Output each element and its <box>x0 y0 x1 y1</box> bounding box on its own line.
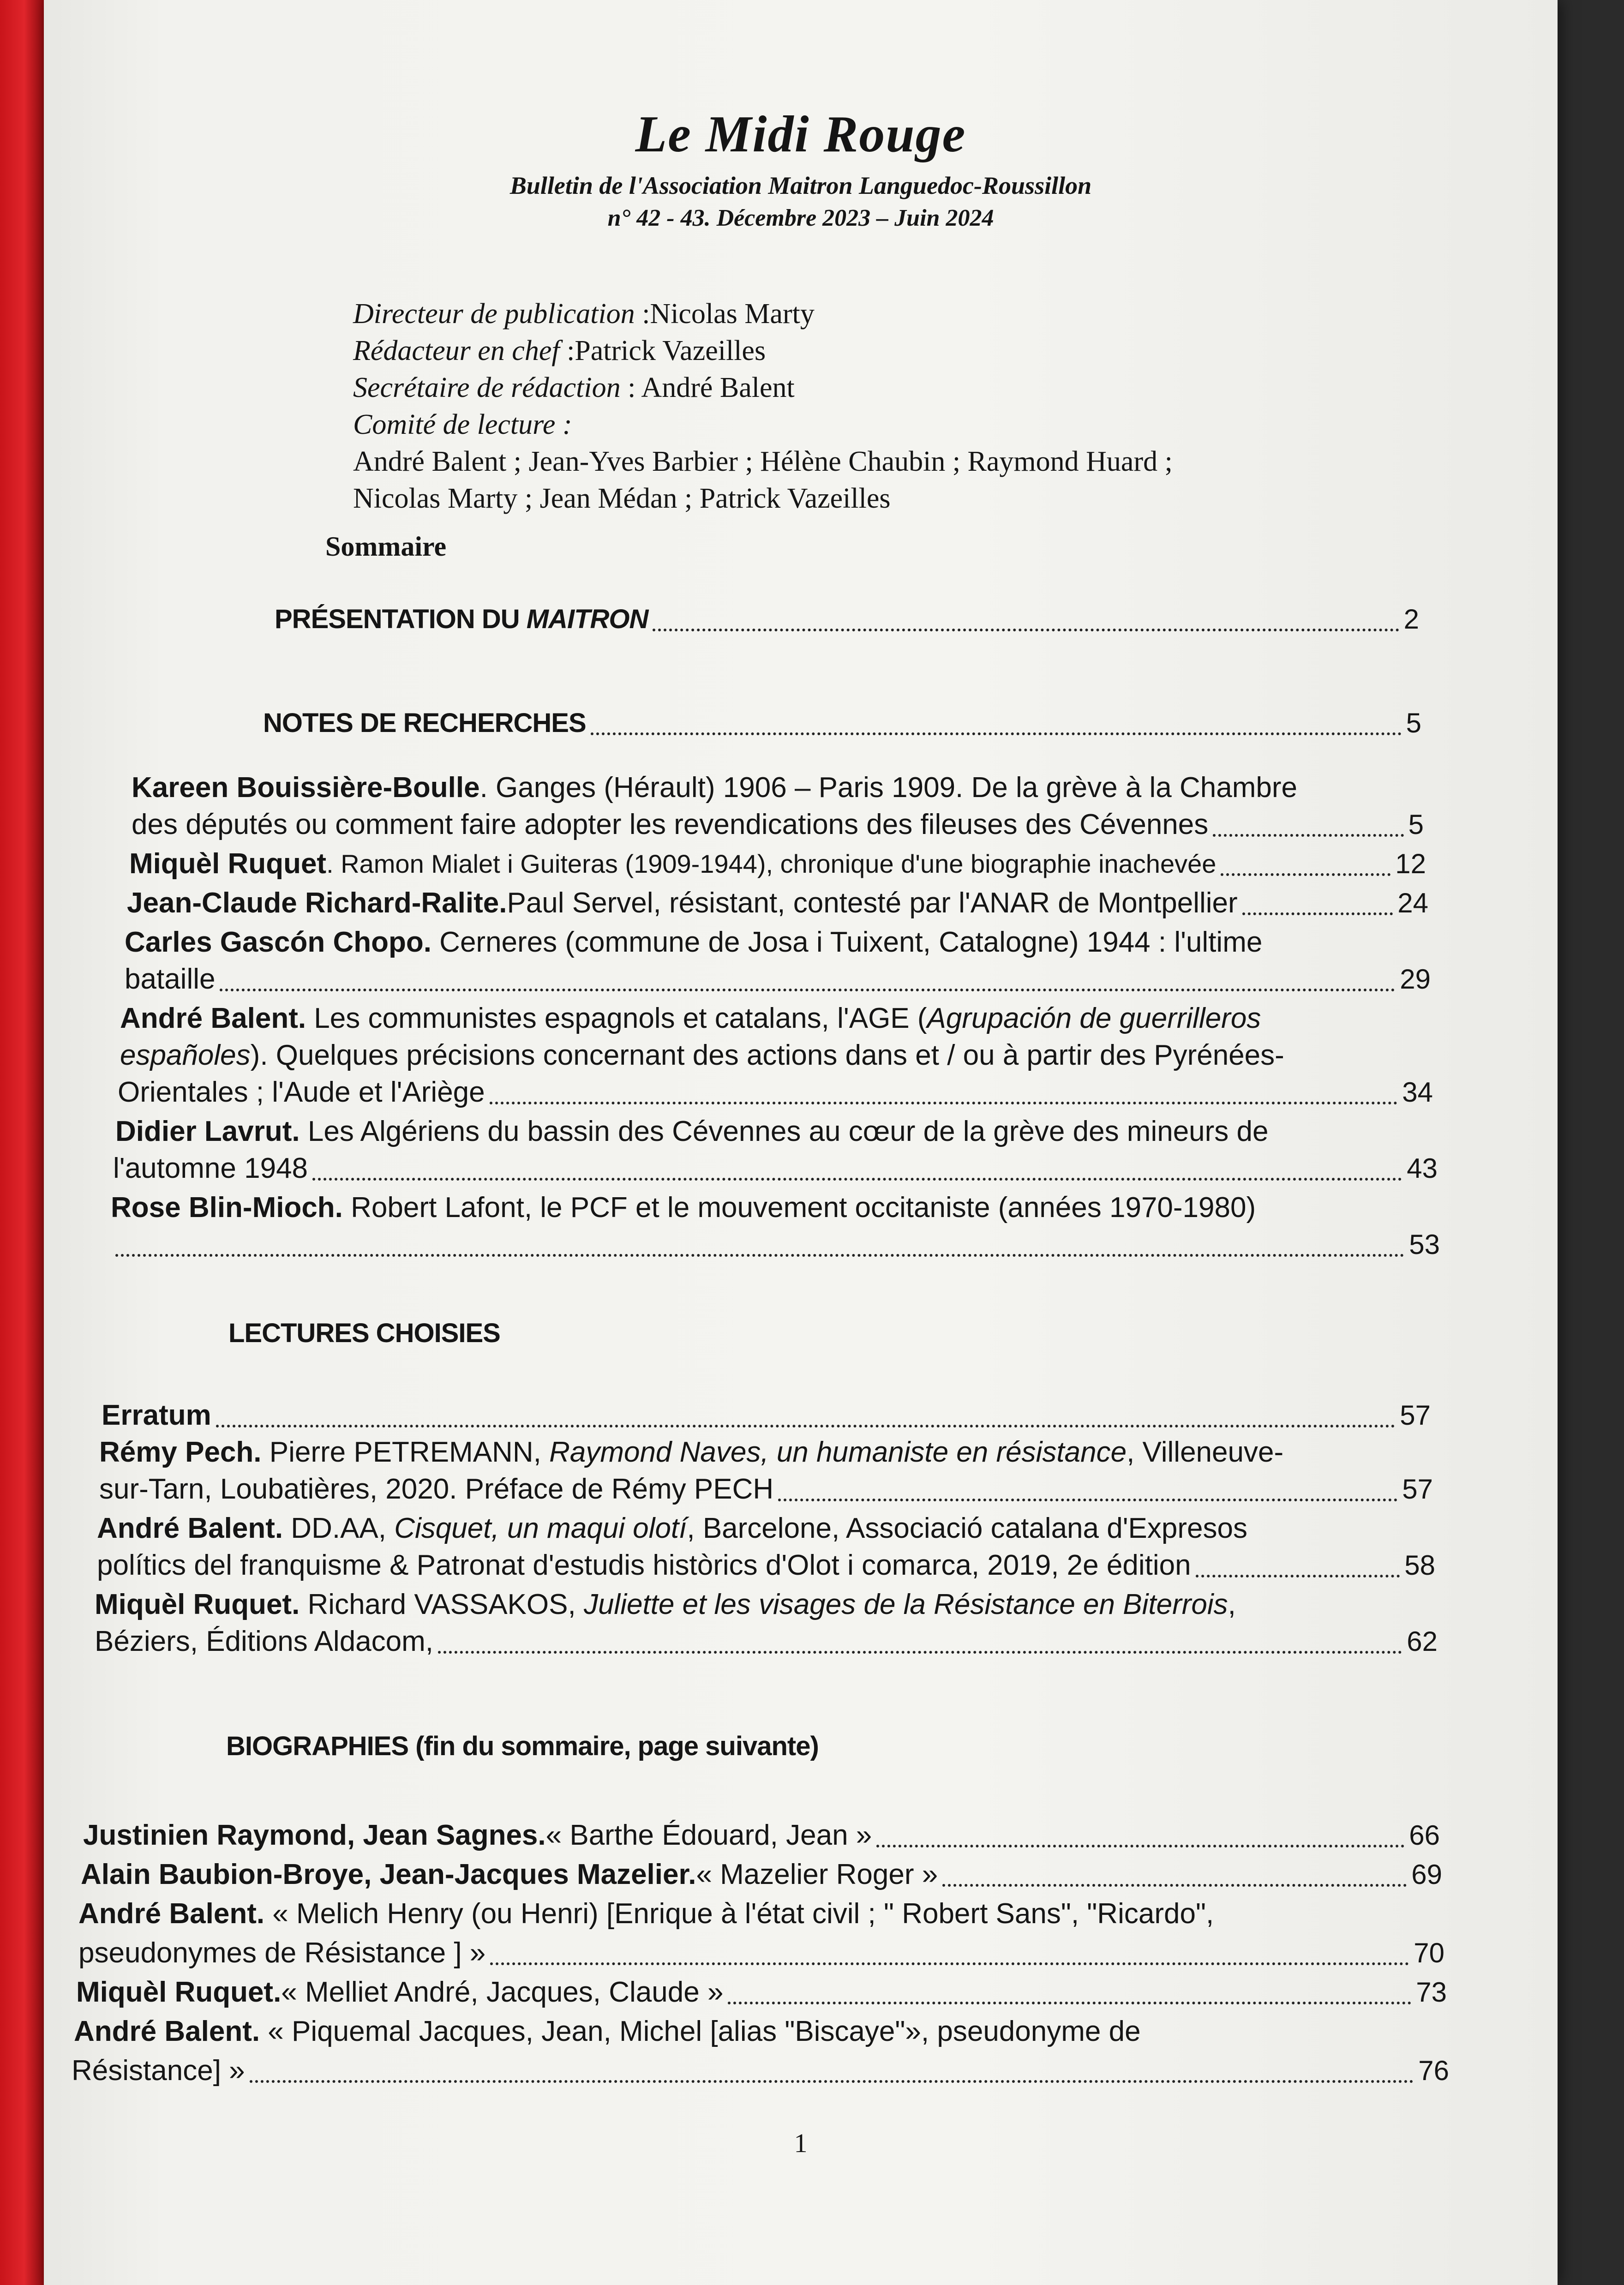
toc-entry[interactable] <box>111 1188 1256 1227</box>
toc-entry[interactable] <box>115 1112 1269 1151</box>
role-label: Secrétaire de rédaction <box>353 372 621 403</box>
entry-title-italic: Agrupación de guerrilleros <box>927 1002 1261 1034</box>
entry-title: « Melich Henry (ou Henri) [Enrique à l'état civil ; " Robert Sans", "Ricardo", <box>264 1898 1214 1930</box>
toc-entry-cont[interactable] <box>78 1934 1444 1973</box>
section-heading: BIOGRAPHIES (fin du sommaire, page suivante) <box>226 1731 819 1761</box>
page-ref: 57 <box>1400 1400 1431 1431</box>
page-ref: 69 <box>1411 1859 1442 1890</box>
dot-leader <box>778 1498 1397 1501</box>
entry-title: « Barthe Édouard, Jean » <box>545 1819 872 1851</box>
issue-line: n° 42 - 43. Décembre 2023 – Juin 2024 <box>607 205 994 232</box>
toc-notes-heading[interactable] <box>263 704 1421 743</box>
entry-title: , Villeneuve- <box>1127 1436 1284 1468</box>
entry-title-italic: Juliette et les visages de la Résistance en Biterrois <box>583 1589 1228 1620</box>
dot-leader <box>1221 873 1390 876</box>
dot-leader <box>115 1253 1404 1257</box>
credit-value: :Nicolas Marty <box>635 298 815 330</box>
dot-leader <box>490 1101 1398 1104</box>
toc-entry[interactable] <box>81 1855 1442 1894</box>
page-ref: 62 <box>1407 1626 1438 1657</box>
dot-leader <box>1196 1574 1400 1577</box>
entry-title: des députés ou comment faire adopter les revendications des fileuses des Cévennes <box>132 809 1209 840</box>
page-ref: 12 <box>1395 848 1426 879</box>
entry-title: Richard VASSAKOS, <box>300 1589 584 1620</box>
entry-title: . Ganges (Hérault) 1906 – Paris 1909. De la grève à la Chambre <box>479 772 1297 804</box>
bulletin-title: Le Midi Rouge <box>635 106 966 163</box>
toc-entry-cont[interactable] <box>118 1073 1433 1112</box>
page-ref: 66 <box>1409 1820 1440 1851</box>
toc-entry[interactable] <box>76 1973 1447 2012</box>
toc-entry-cont[interactable] <box>132 805 1424 844</box>
credit-director <box>353 295 1438 332</box>
entry-title: l'automne 1948 <box>113 1152 308 1184</box>
section-heading: PRÉSENTATION DU <box>275 604 527 634</box>
entry-author: Rose Blin-Mioch. <box>111 1192 343 1223</box>
committee-line: Nicolas Marty ; Jean Médan ; Patrick Vazeilles <box>353 483 891 514</box>
credit-value: :Patrick Vazeilles <box>559 335 766 366</box>
entry-author: Kareen Bouissière-Boulle <box>132 772 480 804</box>
entry-title: . Ramon Mialet i Guiteras (1909-1944), chronique d'une biographie inachevée <box>326 849 1217 878</box>
page-ref: 24 <box>1397 888 1428 918</box>
toc-presentation[interactable] <box>275 600 1419 639</box>
entry-title: « Mazelier Roger » <box>696 1859 938 1890</box>
toc-entry[interactable] <box>102 1396 1431 1435</box>
entry-title: Paul Servel, résistant, contesté par l'ANAR de Montpellier <box>507 887 1238 919</box>
section-heading: LECTURES CHOISIES <box>228 1318 500 1348</box>
credit-value: : André Balent <box>620 372 795 403</box>
dot-leader <box>216 1424 1396 1427</box>
page-ref: 5 <box>1406 708 1421 738</box>
bulletin-subtitle: Bulletin de l'Association Maitron Languedoc-Roussillon <box>509 172 1092 200</box>
page-number: 1 <box>794 2128 808 2158</box>
toc-entry[interactable] <box>125 923 1262 962</box>
entry-title: Béziers, Éditions Aldacom, <box>95 1625 434 1657</box>
toc-entry[interactable] <box>97 1509 1247 1548</box>
dot-leader <box>728 2001 1411 2004</box>
entry-author: Jean-Claude Richard-Ralite. <box>127 887 507 919</box>
entry-title: Les communistes espagnols et catalans, l'AGE ( <box>306 1002 927 1034</box>
entry-title: « Melliet André, Jacques, Claude » <box>281 1976 724 2008</box>
credits-block <box>353 295 1438 517</box>
toc-entry[interactable] <box>95 1585 1236 1624</box>
page-ref: 2 <box>1403 604 1419 635</box>
entry-title: Les Algériens du bassin des Cévennes au cœur de la grève des mineurs de <box>300 1116 1269 1147</box>
entry-title: DD.AA, <box>283 1512 395 1544</box>
entry-title: Orientales ; l'Aude et l'Ariège <box>118 1076 485 1108</box>
dot-leader <box>942 1883 1407 1887</box>
entry-author: Erratum <box>102 1399 211 1431</box>
entry-author: Miquèl Ruquet. <box>76 1976 282 2008</box>
entry-author: André Balent. <box>120 1002 306 1034</box>
entry-author: Miquèl Ruquet. <box>95 1589 300 1620</box>
toc-entry[interactable] <box>78 1895 1214 1933</box>
toc-entry[interactable] <box>127 884 1428 923</box>
dot-leader <box>312 1177 1402 1181</box>
entry-author: Rémy Pech. <box>99 1436 262 1468</box>
dot-leader <box>653 628 1399 631</box>
dot-leader <box>1242 912 1393 915</box>
page-ref: 57 <box>1402 1474 1433 1505</box>
entry-title-italic: Raymond Naves, un humaniste en résistance <box>549 1436 1127 1468</box>
entry-author: André Balent. <box>74 2015 260 2047</box>
dot-leader <box>1213 834 1403 837</box>
toc-entry-cont[interactable] <box>72 2051 1449 2090</box>
toc-entry-cont[interactable] <box>111 1225 1440 1264</box>
toc-entry[interactable] <box>129 845 1426 883</box>
entry-title: ). Quelques précisions concernant des actions dans et / ou à partir des Pyrénées- <box>250 1039 1284 1071</box>
toc-entry[interactable] <box>74 2012 1141 2051</box>
credit-editor <box>353 332 1438 369</box>
role-label: Rédacteur en chef <box>353 335 560 366</box>
dot-leader <box>876 1844 1404 1847</box>
page-ref: 34 <box>1402 1077 1433 1108</box>
page-ref: 73 <box>1416 1977 1447 2008</box>
entry-author: Alain Baubion-Broye, Jean-Jacques Mazelier. <box>81 1859 696 1890</box>
entry-author: André Balent. <box>78 1898 265 1930</box>
toc-entry[interactable] <box>132 768 1297 807</box>
dot-leader <box>220 988 1395 991</box>
committee-line: André Balent ; Jean-Yves Barbier ; Hélène Chaubin ; Raymond Huard ; <box>353 446 1173 477</box>
entry-title: polítics del franquisme & Patronat d'estudis històrics d'Olot i comarca, 2019, 2e édition <box>97 1549 1191 1581</box>
page-ref: 5 <box>1408 809 1424 840</box>
section-heading: NOTES DE RECHERCHES <box>263 708 586 738</box>
toc-entry-cont[interactable] <box>97 1546 1435 1585</box>
entry-title: sur-Tarn, Loubatières, 2020. Préface de Rémy PECH <box>99 1473 774 1505</box>
entry-title: Cerneres (commune de Josa i Tuixent, Catalogne) 1944 : l'ultime <box>431 926 1263 958</box>
entry-author: Carles Gascón Chopo. <box>125 926 431 958</box>
sommaire-heading: Sommaire <box>325 531 447 562</box>
toc-entry-cont[interactable] <box>120 1036 1284 1075</box>
entry-title-italic: Cisquet, un maqui olotí <box>394 1512 687 1544</box>
toc-entry-cont[interactable] <box>99 1470 1433 1509</box>
dot-leader <box>591 732 1402 735</box>
entry-title: Pierre PETREMANN, <box>261 1436 550 1468</box>
entry-author: Miquèl Ruquet <box>129 848 327 880</box>
entry-title: Robert Lafont, le PCF et le mouvement occitaniste (années 1970-1980) <box>342 1192 1256 1223</box>
entry-author: André Balent. <box>97 1512 283 1544</box>
page-ref: 76 <box>1418 2055 1449 2086</box>
entry-title: bataille <box>125 963 216 995</box>
page-ref: 53 <box>1409 1229 1440 1260</box>
entry-title: Résistance] » <box>72 2055 245 2087</box>
red-cover-edge <box>0 0 44 2285</box>
entry-author: Didier Lavrut. <box>115 1116 300 1147</box>
section-heading-italic: MAITRON <box>526 604 648 634</box>
page-ref: 70 <box>1414 1937 1444 1968</box>
toc-entry[interactable] <box>83 1816 1440 1855</box>
entry-title-italic: españoles <box>120 1039 251 1071</box>
entry-title: , <box>1228 1589 1236 1620</box>
page-ref: 43 <box>1407 1153 1438 1184</box>
toc-entry-cont[interactable] <box>95 1622 1438 1661</box>
toc-entry-cont[interactable] <box>125 960 1431 999</box>
toc-entry[interactable] <box>99 1433 1283 1472</box>
credit-secretary <box>353 369 1438 406</box>
entry-author: Justinien Raymond, Jean Sagnes. <box>83 1819 546 1851</box>
page-ref: 29 <box>1400 964 1431 995</box>
entry-title: « Piquemal Jacques, Jean, Michel [alias "Biscaye"», pseudonyme de <box>260 2015 1141 2047</box>
entry-title: pseudonymes de Résistance ] » <box>78 1937 486 1969</box>
toc-entry-cont[interactable] <box>113 1149 1438 1188</box>
dot-leader <box>490 1962 1409 1965</box>
entry-title: , Barcelone, Associació catalana d'Expresos <box>687 1512 1248 1544</box>
masthead <box>44 106 1558 232</box>
role-label: Directeur de publication <box>353 298 635 330</box>
toc-entry[interactable] <box>120 999 1261 1038</box>
dot-leader <box>250 2080 1414 2083</box>
committee-label: Comité de lecture : <box>353 409 572 440</box>
bulletin-page <box>44 0 1558 2285</box>
page-ref: 58 <box>1404 1550 1435 1581</box>
dot-leader <box>438 1650 1402 1654</box>
